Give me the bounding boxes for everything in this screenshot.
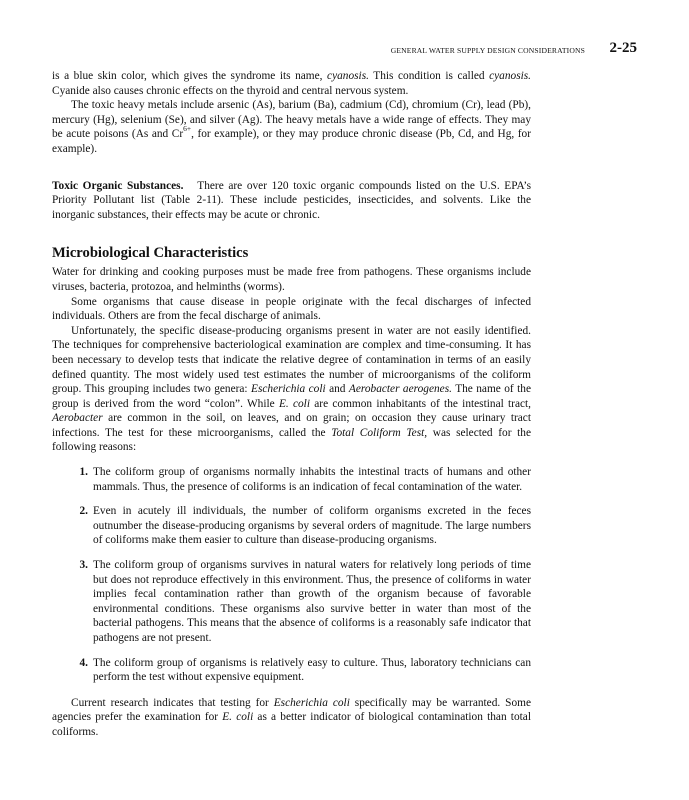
paragraph-fecal-origin: Some organisms that cause disease in people originate with the fecal discharges of infected individuals. Others are from the fecal discharge of animals. [52, 295, 531, 323]
page-number: 2-25 [609, 40, 637, 56]
reasons-list [52, 465, 531, 685]
paragraph-toxic-organic: Toxic Organic Substances. There are over 120 toxic organic compounds listed on the U.S. EPA’s Priority Pollutant list (Table 2-11). These include pesticides, insecticides, and solvents. Like the inorganic substances, their effects may be acute or chronic. [52, 179, 532, 221]
runin-heading-toxic-organic: Toxic Organic Substances. [52, 179, 184, 192]
paragraph-coliform-test: Unfortunately, the specific disease-producing organisms present in water are not easily identified. The techniques for comprehensive bacteriological examination are complex and time-consuming. It has been necessary to develop tests that indicate the relative degree of contamination in terms of an easily defined quantity. The most widely used test estimates the number of microorganisms of the coliform group. This grouping includes two genera: Escherichia coli and Aerobacter aerogenes. The name of the group is derived from the word “colon”. While E. coli are common inhabitants of the intestinal tract, Aerobacter are common in the soil, on leaves, and on grain; on occasion they cause urinary tract infections. The test for these microorganisms, called the Total Coliform Test, was selected for the following reasons: [52, 324, 532, 454]
list-text: The coliform group of organisms is relatively easy to culture. Thus, laboratory technicians can perform the test without expensive equipment. [93, 656, 531, 684]
paragraph-cyanosis: is a blue skin color, which gives the syndrome its name, cyanosis. This condition is called cyanosis. Cyanide also causes chronic effects on the thyroid and central nervous system. [52, 70, 532, 97]
page-body [52, 69, 531, 740]
paragraph-ecoli-testing: Current research indicates that testing for Escherichia coli specifically may be warranted. Some agencies prefer the examination for E. coli as a better indicator of biological contamination than total coliforms. [52, 696, 531, 738]
list-text: Even in acutely ill individuals, the number of coliform organisms excreted in the feces outnumber the disease-producing organisms by several orders of magnitude. The large numbers of coliforms make them easier to culture than disease-producing organisms. [93, 505, 531, 547]
list-number: 2. [79, 505, 88, 518]
paragraph-heavy-metals: The toxic heavy metals include arsenic (As), barium (Ba), cadmium (Cd), chromium (Cr), lead (Pb), mercury (Hg), selenium (Se), and silver (Ag). The heavy metals have a wide range of effects. They may be acute poisons (As and $Cr^{6+}$, for example), or they may produce chronic disease (Pb, Cd, and Hg, for example). [52, 99, 531, 155]
list-item [52, 504, 531, 548]
list-number: 1. [79, 466, 88, 479]
list-item [52, 558, 531, 646]
section-heading-microbiological: Microbiological Characteristics [52, 245, 249, 262]
list-number: 4. [79, 656, 88, 669]
list-number: 3. [79, 559, 88, 572]
list-text: The coliform group of organisms survives in natural waters for relatively long periods of time but does not reproduce effectively in this environment. Thus, the presence of coliforms in water implies fecal contamination rather than growth of the organism because of favorable environmental conditions. These organisms also survive better in water than most of the bacterial pathogens. This means that the absence of coliforms is a reasonably safe indicator that pathogens are not present. [93, 559, 531, 644]
running-header [52, 40, 637, 62]
running-title: GENERAL WATER SUPPLY DESIGN CONSIDERATIONS [390, 46, 585, 55]
list-text: The coliform group of organisms normally inhabits the intestinal tracts of humans and other mammals. Thus, the presence of coliforms is an indication of fecal contamination of the water. [93, 466, 531, 493]
paragraph-pathogens: Water for drinking and cooking purposes must be made free from pathogens. These organisms include viruses, bacteria, protozoa, and helminths (worms). [52, 266, 531, 293]
list-item [52, 656, 531, 685]
list-item [52, 465, 531, 494]
